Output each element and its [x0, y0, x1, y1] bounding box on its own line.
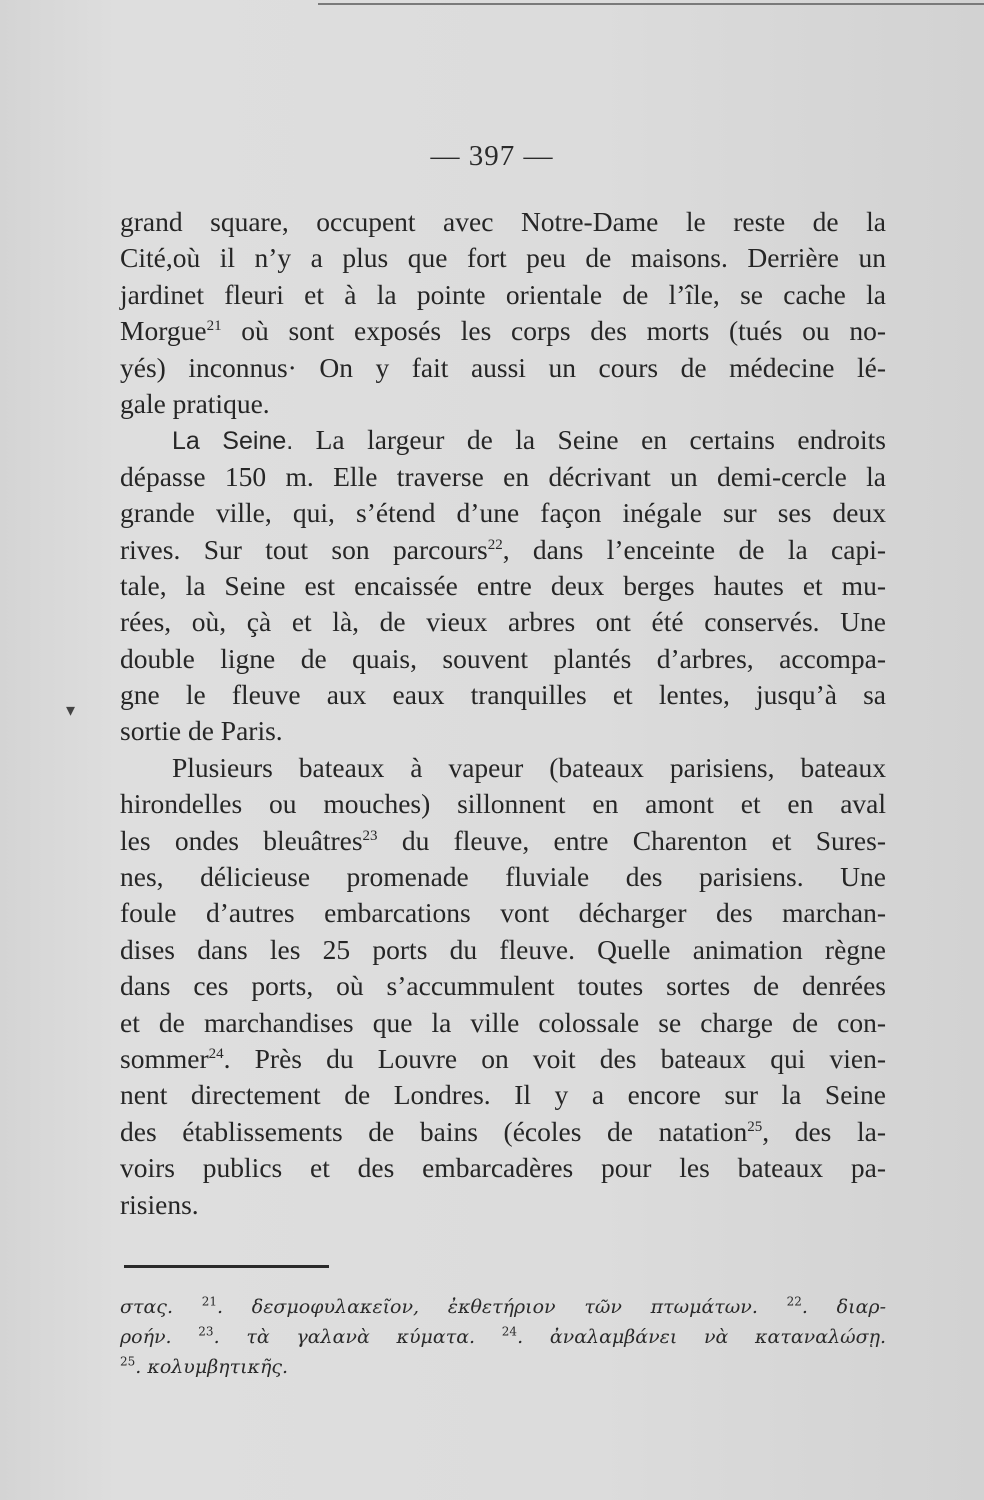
footnotes [120, 1292, 886, 1382]
text-line [120, 313, 886, 349]
top-edge-rule [318, 3, 984, 5]
text-line: nent directement de Londres. Il y a encore sur la Seine [120, 1079, 886, 1111]
text-line: Plusieurs bateaux à vapeur (bateaux parisiens, bateaux [172, 751, 886, 783]
text-line: dépasse 150 m. Elle traverse en décrivant un demi-cercle la [120, 460, 886, 492]
text-line: grande ville, qui, s’étend d’une façon inégale sur ses deux [120, 497, 886, 529]
text-fragment: du fleuve, entre Charenton et Sures- [377, 824, 886, 856]
text-line: Cité,où il n’y a plus que fort peu de maisons. Derrière un [120, 242, 886, 274]
section-heading-la-seine: La Seine. [172, 427, 294, 456]
text-line: risiens. [120, 1188, 199, 1220]
footnote-line [120, 1322, 886, 1352]
footnote-ref-21: 21 [206, 318, 222, 335]
text-fragment: les ondes bleuâtres [120, 824, 363, 856]
text-fragment: , dans l’enceinte de la capi- [502, 533, 886, 565]
text-fragment: . δεσμοφυλακεῖον, ἐκθετήριον τῶν πτωμάτων. [217, 1296, 787, 1318]
page-number: — 397 — [430, 140, 554, 172]
text-fragment: στας. [120, 1296, 202, 1318]
text-line [120, 422, 886, 458]
text-line [120, 532, 886, 568]
text-fragment: rives. Sur tout son parcours [120, 533, 488, 565]
text-line: dans ces ports, où s’accummulent toutes sortes de denrées [120, 970, 886, 1002]
text-line: dises dans les 25 ports du fleuve. Quelle animation règne [120, 933, 886, 965]
text-line: tale, la Seine est encaissée entre deux berges hautes et mu- [120, 569, 886, 601]
footnote-separator [124, 1265, 329, 1268]
text-fragment: La largeur de la Seine en certains endroits [293, 424, 886, 456]
footnote-ref-25: 25 [747, 1118, 763, 1135]
footnote-number: 21 [201, 1294, 218, 1309]
footnote-number: 22 [786, 1294, 802, 1309]
text-line: et de marchandises que la ville colossale se charge de con- [120, 1006, 886, 1038]
text-fragment: sommer [120, 1042, 209, 1074]
text-line [120, 823, 886, 859]
text-line: voirs publics et des embarcadères pour les bateaux pa- [120, 1152, 886, 1184]
text-fragment: où sont exposés les corps des morts (tués ou no- [221, 315, 886, 347]
text-line: sortie de Paris. [120, 715, 283, 747]
text-line: jardinet fleuri et à la pointe orientale de l’île, se cache la [120, 278, 886, 310]
text-fragment: . τὰ γαλανὰ κύματα. [213, 1326, 502, 1348]
text-fragment: . κολυμβητικῆς. [135, 1356, 289, 1378]
footnote-ref-24: 24 [208, 1045, 224, 1062]
footnote-line [120, 1292, 886, 1322]
text-line: foule d’autres embarcations vont décharger des marchan- [120, 897, 886, 929]
footnote-number: 24 [501, 1324, 518, 1339]
text-line: double ligne de quais, souvent plantés d’arbres, accompa- [120, 642, 886, 674]
footnote-number: 23 [198, 1324, 214, 1339]
text-line: yés) inconnus· On y fait aussi un cours de médecine lé- [120, 351, 886, 383]
footnote-ref-23: 23 [362, 827, 378, 844]
body-text [120, 204, 886, 1223]
text-line [120, 1114, 886, 1150]
text-fragment: . Près du Louvre on voit des bateaux qui vien- [223, 1042, 886, 1074]
text-fragment: . ἀναλαμβάνει νὰ καταναλώσῃ. [517, 1326, 886, 1348]
text-fragment: Morgue [120, 315, 207, 347]
footnote-number: 25 [120, 1354, 136, 1369]
text-line: gale pratique. [120, 387, 270, 419]
text-fragment: . διαρ- [801, 1296, 886, 1318]
text-line: grand square, occupent avec Notre-Dame le reste de la [120, 206, 886, 237]
footnote-line [120, 1352, 886, 1382]
text-line: nes, délicieuse promenade fluviale des parisiens. Une [120, 861, 886, 893]
text-line [120, 1041, 886, 1077]
text-fragment: , des la- [762, 1115, 886, 1147]
text-line: hirondelles ou mouches) sillonnent en amont et en aval [120, 788, 886, 820]
footnote-ref-22: 22 [487, 536, 503, 553]
text-fragment: des établissements de bains (écoles de natation [120, 1115, 748, 1147]
margin-mark: ▾ [66, 700, 76, 721]
text-line: gne le fleuve aux eaux tranquilles et lentes, jusqu’à sa [120, 679, 886, 711]
text-fragment: ροήν. [120, 1326, 199, 1348]
text-line: rées, où, çà et là, de vieux arbres ont été conservés. Une [120, 606, 886, 638]
